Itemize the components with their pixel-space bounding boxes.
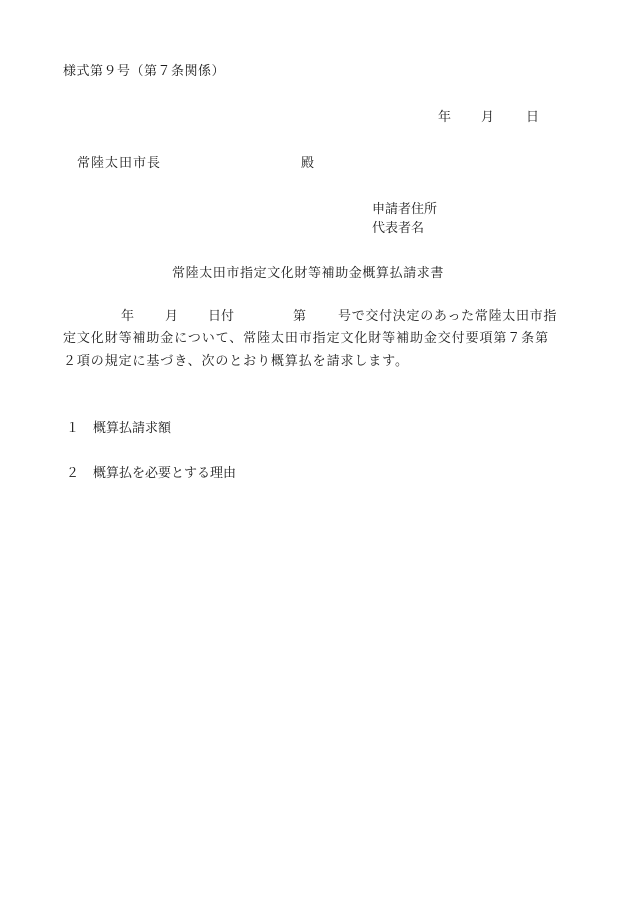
document-title: 常陸太田市指定文化財等補助金概算払請求書: [172, 266, 445, 281]
date-year-label: 年: [438, 110, 452, 125]
representative-name-label: 代表者名: [372, 221, 425, 236]
body-line-3: ２項の規定に基づき、次のとおり概算払を請求します。: [63, 354, 409, 369]
date-day-label: 日: [526, 110, 540, 125]
body-number-label: 第: [293, 309, 307, 324]
item-label: 概算払請求額: [93, 421, 172, 436]
form-number: 様式第９号（第７条関係）: [63, 64, 226, 79]
item-label: 概算払を必要とする理由: [93, 466, 237, 481]
date-month-label: 月: [481, 110, 495, 125]
addressee-name: 常陸太田市長: [77, 156, 162, 171]
body-line-1-text: 号で交付決定のあった常陸太田市指: [338, 309, 558, 324]
list-item: [66, 467, 236, 480]
item-number: １: [66, 421, 80, 436]
body-year-label: 年: [121, 309, 135, 324]
applicant-address-label: 申請者住所: [372, 202, 438, 217]
body-line-1: [63, 310, 583, 326]
addressee-honorific: 殿: [301, 156, 315, 171]
body-line-2: 定文化財等補助金について、常陸太田市指定文化財等補助金交付要項第７条第: [63, 331, 549, 346]
body-month-label: 月: [165, 309, 179, 324]
item-number: ２: [66, 466, 80, 481]
list-item: [66, 422, 171, 435]
body-day-label: 日付: [208, 309, 235, 324]
